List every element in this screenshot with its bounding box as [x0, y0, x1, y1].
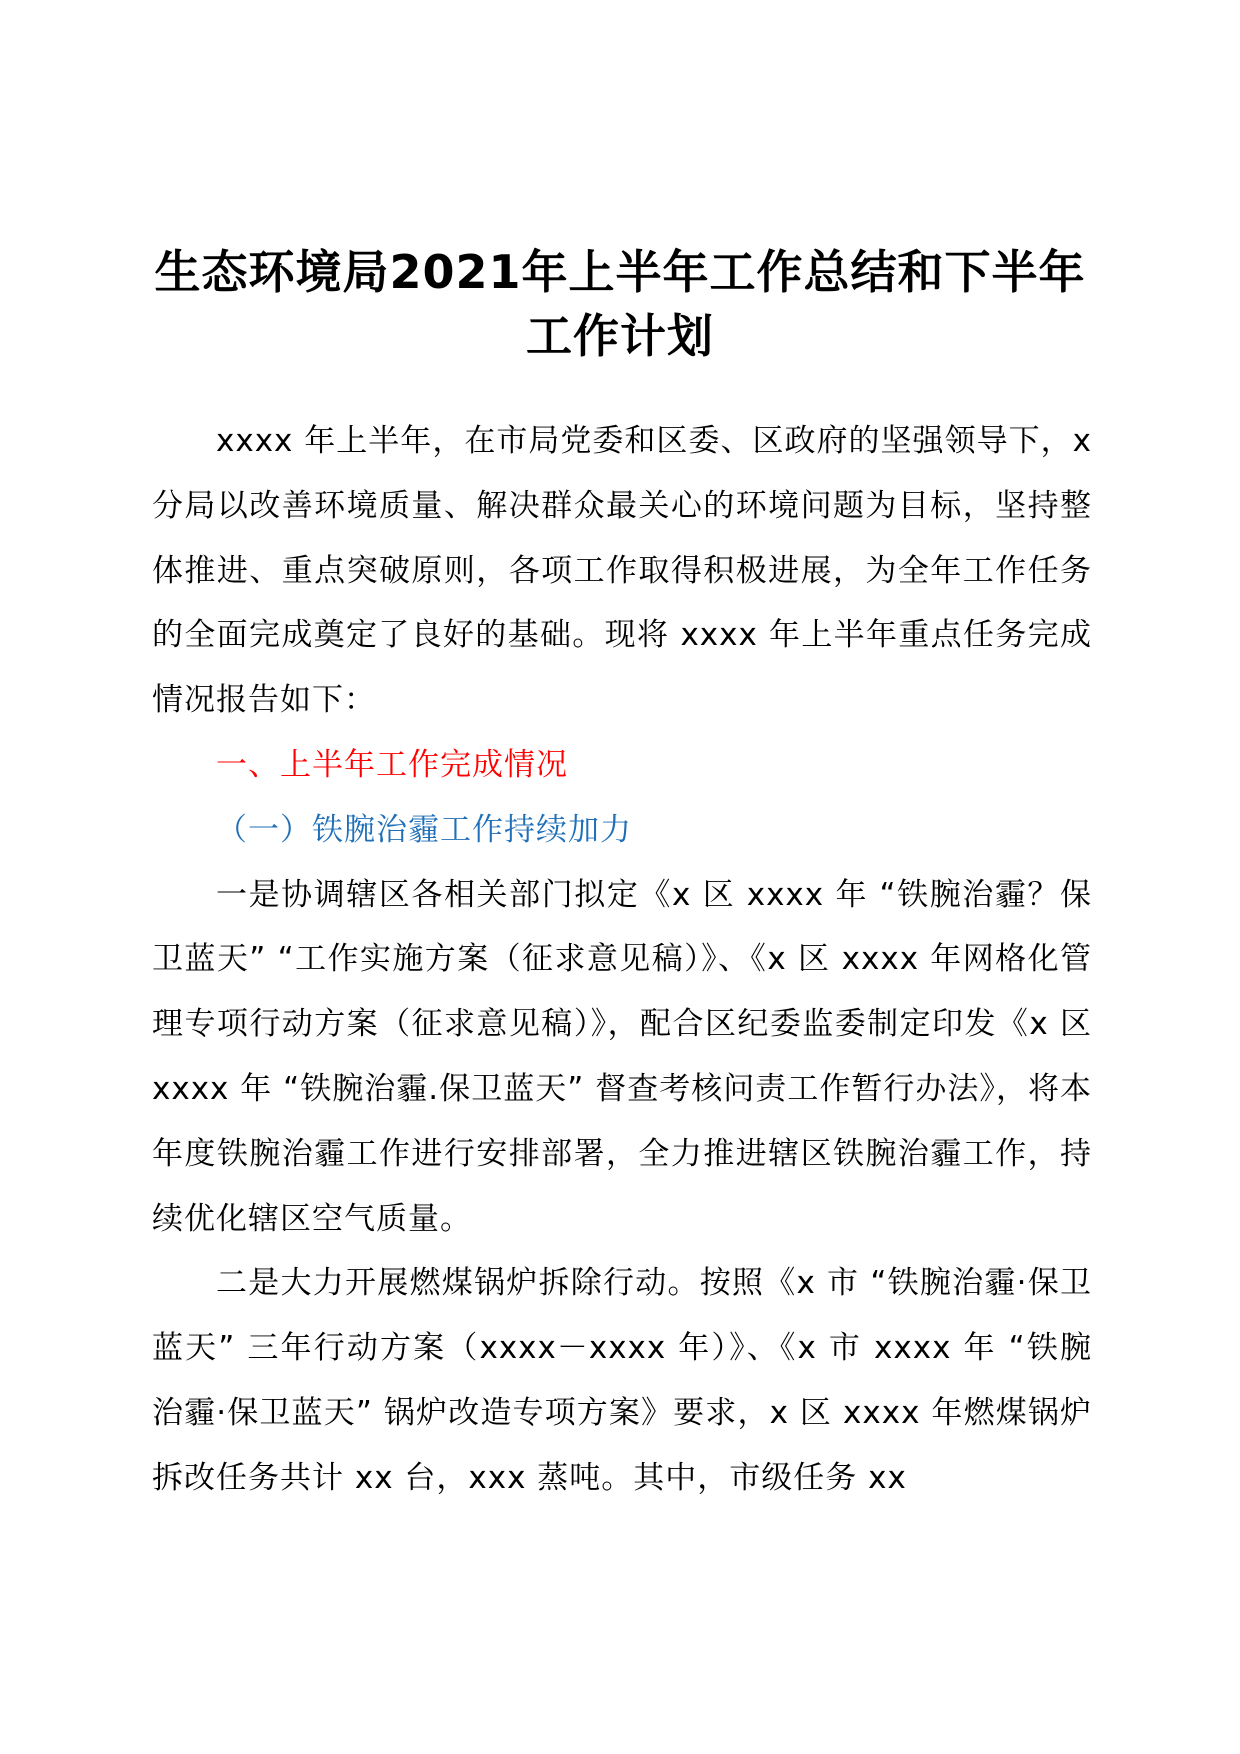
document-title	[150, 240, 1090, 368]
body-paragraph-1: 一是协调辖区各相关部门拟定《x 区 xxxx 年 “铁腕治霾？保卫蓝天” “工作实施方案（征求意见稿）》、《x 区 xxxx 年网格化管理专项行动方案（征求意见稿）》，配合区纪委监委制定印发《x 区 xxxx 年 “铁腕治霾.保卫蓝天” 督查考核问责工作暂行办法》，将本年度铁腕治霾工作进行安排部署，全力推进辖区铁腕治霾工作，持续优化辖区空气质量。	[152, 876, 1092, 1237]
intro-paragraph: xxxx 年上半年，在市局党委和区委、区政府的坚强领导下，x 分局以改善环境质量、解决群众最关心的环境问题为目标，坚持整体推进、重点突破原则，各项工作取得积极进展，为全年工作任务的全面完成奠定了良好的基础。现将 xxxx 年上半年重点任务完成情况报告如下：	[152, 423, 1092, 719]
title-line-1: 生态环境局2021年上半年工作总结和下半年	[154, 245, 1086, 299]
title-line-2: 工作计划	[526, 309, 714, 363]
section-heading: 一、上半年工作完成情况	[216, 746, 568, 783]
subsection-heading: （一）铁腕治霾工作持续加力	[216, 811, 632, 848]
body-paragraph-2: 二是大力开展燃煤锅炉拆除行动。按照《x 市 “铁腕治霾·保卫蓝天” 三年行动方案（xxxx－xxxx 年）》、《x 市 xxxx 年 “铁腕治霾·保卫蓝天” 锅炉改造专项方案》要求，x 区 xxxx 年燃煤锅炉拆改任务共计 xx 台，xxx 蒸吨。其中，市级任务 xx	[152, 1265, 1092, 1496]
document-body	[152, 409, 1092, 1511]
